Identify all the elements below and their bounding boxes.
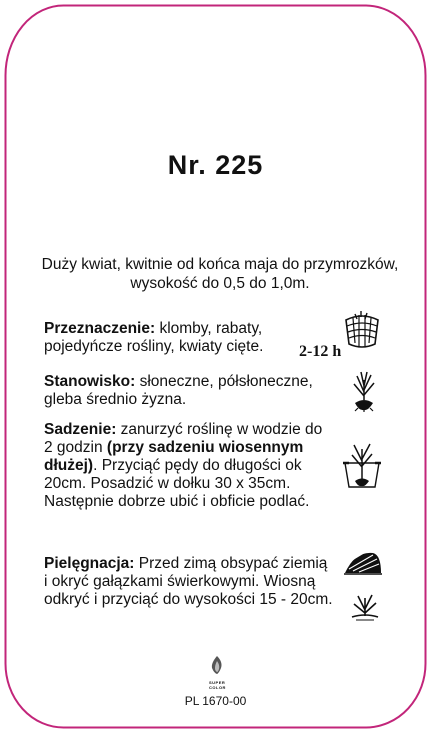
flame-logo-icon bbox=[209, 655, 225, 675]
soak-time-label: 2-12 h bbox=[299, 343, 342, 360]
section-text: . Przyciąć pędy do długości ok 20cm. Posadzić w dołku 30 x 35cm. Następnie dobrze ubić i obficie podlać. bbox=[44, 457, 310, 510]
section-location bbox=[44, 373, 334, 409]
section-text: Przed zimą obsypać ziemią i okryć gałązkami świerkowymi. Wiosną odkryć i przyciąć do wysokości 15 - 20cm. bbox=[44, 555, 333, 608]
page-title: Nr. 225 bbox=[167, 150, 264, 180]
planted-bush-icon bbox=[350, 370, 378, 412]
section-text: słoneczne, półsłoneczne, gleba średnio żyzna. bbox=[44, 373, 313, 408]
product-code: PL 1670-00 bbox=[184, 694, 247, 708]
section-text: klomby, rabaty, pojedyńcze rośliny, kwiaty cięte. bbox=[44, 320, 264, 355]
soaking-basket-icon bbox=[343, 310, 381, 350]
section-care bbox=[44, 555, 334, 609]
intro-text: Duży kwiat, kwitnie od końca maja do przymrozków, wysokość do 0,5 do 1,0m. bbox=[41, 256, 399, 292]
section-purpose bbox=[44, 320, 294, 356]
section-text: zanurzyć roślinę w wodzie do 2 godzin bbox=[44, 421, 323, 456]
planting-hole-icon bbox=[341, 441, 383, 489]
logo-text-line: COLOR bbox=[209, 685, 226, 690]
pruned-bush-icon bbox=[348, 588, 382, 622]
section-bold-text: (przy sadzeniu wiosennym dłużej) bbox=[44, 439, 304, 474]
winter-cover-icon bbox=[343, 547, 383, 575]
logo-text-line: SUPER bbox=[209, 680, 226, 685]
section-label: Przeznaczenie: bbox=[44, 320, 156, 337]
brand-logo bbox=[209, 655, 225, 690]
section-label: Sadzenie: bbox=[44, 421, 117, 438]
section-label: Stanowisko: bbox=[44, 373, 136, 390]
section-planting bbox=[44, 421, 329, 511]
section-label: Pielęgnacja: bbox=[44, 555, 135, 572]
